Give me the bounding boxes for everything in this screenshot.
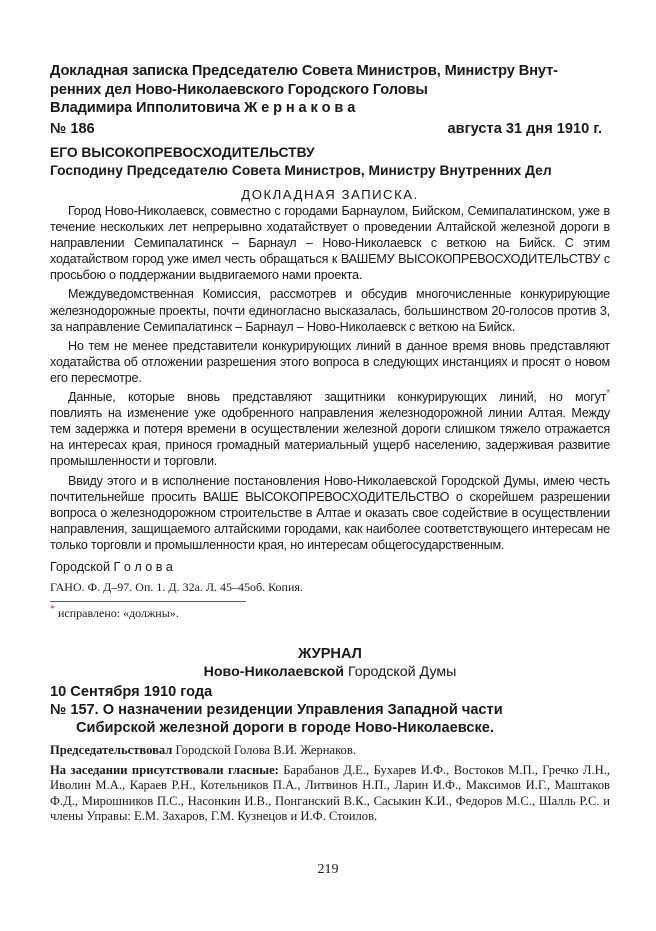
present-paragraph (50, 763, 610, 825)
chair-paragraph (50, 743, 610, 759)
addressee-line-2: Господину Председателю Совета Министров, Министру Внутренних Дел (50, 162, 552, 178)
journal-date: 10 Сентября 1910 года (50, 683, 213, 700)
journal-number-line-1: № 157. О назначении резиденции Управления Западной части (50, 701, 503, 718)
memo-number: № 186 (50, 120, 95, 137)
signature: Городской Г о л о в а (50, 559, 173, 574)
journal-title: ЖУРНАЛ (298, 645, 362, 662)
footnote (50, 603, 610, 621)
memo-heading: ДОКЛАДНАЯ ЗАПИСКА. (241, 187, 419, 202)
page-number: 219 (317, 862, 339, 877)
addressee-line-1: ЕГО ВЫСОКОПРЕВОСХОДИТЕЛЬСТВУ (50, 145, 315, 160)
memo-paragraph: Город Ново-Николаевск, совместно с городами Барнаулом, Бийском, Семипалатинском, уже в течение нескольких лет непрерывно ходатайствует о проведении Алтайской железной дороги в направлении Семипалатинск – Барнаул – Ново-Николаевск с веткою на Бийск. С этим ходатайством город уже имел честь обращаться к ВАШЕМУ ВЫСОКОПРЕВОСХОДИТЕЛЬСТВУ с просьбою о поддержании выдвигаемого нами проекта. (50, 204, 610, 283)
chair-text: Городской Голова В.И. Жернаков. (172, 742, 356, 757)
memo-paragraph-start: Данные, которые вновь представляют защитники конкурирующих линий, но могут (68, 390, 607, 405)
present-text: Барабанов Д.Е., Бухарев И.Ф., Востоков М.П., Гречко Л.Н., Иволин М.А., Караев Р.Н., Котельников П.А., Литвинов Н.П., Ларин И.Ф., Максимов И.Г., Маштаков Ф.Д., Мирошников П.С., Насонкин И.В., Понганский В.К., Сасыкин К.И., Федоров М.С., Шалль Р.С. и члены Управы: Е.М. Захаров, Г.М. Кузнецов и И.Ф. Стоилов. (50, 762, 610, 824)
memo-paragraph-with-note (50, 389, 610, 405)
memo-date: августа 31 дня 1910 г. (447, 120, 602, 137)
document-page (50, 62, 610, 825)
memo-number-date-row (50, 120, 610, 139)
journal-subtitle-rest: Городской Думы (344, 663, 457, 680)
journal-number-line-2: Сибирской железной дороги в городе Ново-Николаевске. (76, 719, 494, 736)
footnote-divider (50, 601, 246, 602)
footnote-marker-ref: * (50, 603, 55, 615)
memo-paragraph-continuation: повлиять на изменение уже одобренного направления железнодорожной линии Алтая. Между тем задержка и потеря времени в осуществлении железной дороги слишком тяжело отражается на интересах края, принося громадный материальный ущерб населению, задерживая развитие промышленности и торговли. (50, 406, 610, 469)
journal-subtitle-bold: Ново-Николаевской (203, 663, 345, 680)
memo-title-line-3: Владимира Ипполитовича Ж е р н а к о в а (50, 100, 356, 116)
footnote-text: исправлено: «должны». (58, 605, 179, 620)
chair-label: Председательствовал (50, 742, 173, 757)
memo-paragraph: Междуведомственная Комиссия, рассмотрев и обсудив многочисленные конкурирующие железнодорожные проекты, почти единогласно высказалась, большинством 20-голосов против 3, за направление Семипалатинск – Барнаул – Ново-Николаевск с веткою на Бийск. (50, 287, 610, 334)
memo-title-line-2: ренних дел Ново-Николаевского Городского Головы (50, 81, 428, 98)
archive-source: ГАНО. Ф. Д–97. Оп. 1. Д. 32а. Л. 45–45об. Копия. (50, 579, 303, 594)
memo-paragraph: Но тем не менее представители конкурирующих линий в данное время вновь представляют ходатайства об отложении разрешения этого вопроса в следующих инстанциях и просят о новом его пересмотре. (50, 338, 610, 385)
footnote-marker: * (606, 387, 610, 399)
present-label: На заседании присутствовали гласные: (50, 762, 279, 777)
memo-title-line-1: Докладная записка Председателю Совета Министров, Министру Внут- (50, 63, 558, 79)
journal-subtitle (50, 663, 610, 681)
memo-paragraph: Ввиду этого и в исполнение постановления Ново-Николаевской Городской Думы, имею честь почтительнейше просить ВАШЕ ВЫСОКОПРЕВОСХОДИТЕЛЬСТВО о скорейшем разрешении вопроса о железнодорожном строительстве в Алтае и оказать свое содействие в осуществлении направления, защищаемого алтайскими городами, как наиболее соответствующего интересам не только торговли и промышленности края, но интересам общегосударственным. (50, 473, 610, 552)
